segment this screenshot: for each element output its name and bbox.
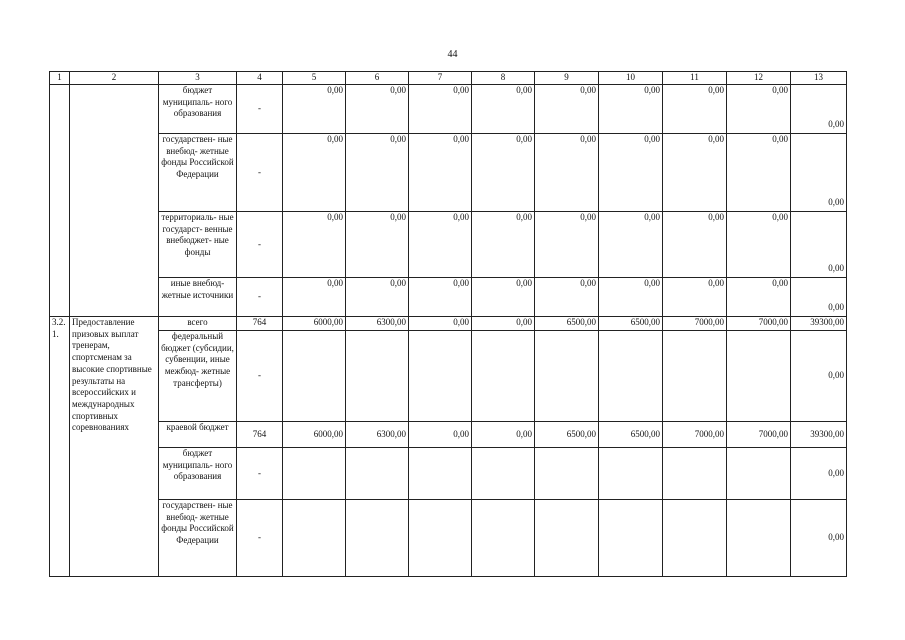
kbk-cell: - [237,500,283,577]
value-cell: 6300,00 [346,317,409,331]
kbk-cell: 764 [237,317,283,331]
value-cell [663,448,727,500]
value-cell [472,448,535,500]
value-cell: 0,00 [663,278,727,317]
table-row [50,134,847,212]
value-cell: 0,00 [409,85,472,134]
value-cell: 0,00 [472,212,535,278]
value-cell: 0,00 [472,134,535,212]
column-number: 12 [727,72,791,85]
total-cell: 0,00 [791,212,847,278]
table-row [50,85,847,134]
column-number: 8 [472,72,535,85]
kbk-cell: - [237,85,283,134]
value-cell: 0,00 [535,134,599,212]
funding-source: государствен- ные внебюд- жетные фонды Российской Федерации [159,134,237,212]
kbk-cell: - [237,278,283,317]
funding-source: краевой бюджет [159,422,237,448]
value-cell [663,500,727,577]
total-cell: 0,00 [791,278,847,317]
value-cell [409,448,472,500]
total-cell: 0,00 [791,85,847,134]
column-number: 7 [409,72,472,85]
kbk-cell: 764 [237,422,283,448]
column-number: 4 [237,72,283,85]
value-cell [727,331,791,422]
value-cell: 0,00 [663,85,727,134]
column-number: 6 [346,72,409,85]
value-cell: 0,00 [409,422,472,448]
budget-table [49,71,847,577]
page-number: 44 [447,49,458,60]
value-cell: 0,00 [346,278,409,317]
value-cell: 6000,00 [283,317,346,331]
value-cell: 0,00 [283,85,346,134]
table-row [50,500,847,577]
column-number: 10 [599,72,663,85]
value-cell: 6500,00 [535,317,599,331]
kbk-cell: - [237,134,283,212]
value-cell: 0,00 [409,134,472,212]
name-cell [70,85,159,317]
kbk-cell: - [237,212,283,278]
value-cell [599,500,663,577]
column-number: 3 [159,72,237,85]
value-cell: 6500,00 [599,317,663,331]
value-cell: 0,00 [346,85,409,134]
column-number: 9 [535,72,599,85]
value-cell: 0,00 [535,278,599,317]
value-cell [599,448,663,500]
funding-source: федеральный бюджет (субсидии, субвенции, иные межбюд- жетные трансферты) [159,331,237,422]
column-number: 13 [791,72,847,85]
value-cell [409,500,472,577]
value-cell: 0,00 [663,134,727,212]
funding-source: бюджет муниципаль- ного образования [159,85,237,134]
table-row [50,278,847,317]
value-cell: 0,00 [727,278,791,317]
table-row [50,422,847,448]
value-cell: 0,00 [599,212,663,278]
value-cell: 0,00 [472,85,535,134]
value-cell [663,331,727,422]
value-cell: 7000,00 [663,422,727,448]
value-cell: 0,00 [409,278,472,317]
value-cell [346,331,409,422]
value-cell: 0,00 [346,212,409,278]
value-cell: 0,00 [535,85,599,134]
value-cell: 0,00 [283,278,346,317]
value-cell: 0,00 [346,134,409,212]
value-cell: 0,00 [535,212,599,278]
value-cell [535,500,599,577]
value-cell: 0,00 [472,317,535,331]
total-cell: 39300,00 [791,317,847,331]
value-cell [727,500,791,577]
table-row [50,317,847,331]
value-cell [283,448,346,500]
value-cell [535,331,599,422]
value-cell: 0,00 [409,317,472,331]
measure-code: 3.2. 1. [50,317,70,577]
value-cell [346,500,409,577]
total-cell: 0,00 [791,500,847,577]
kbk-cell: - [237,331,283,422]
measure-name: Предоставление призовых выплат тренерам, спортсменам за высокие спортивные результаты на всероссийских и международных спортивных соревнованиях [70,317,159,577]
value-cell [283,331,346,422]
value-cell: 0,00 [663,212,727,278]
value-cell [727,448,791,500]
value-cell: 7000,00 [663,317,727,331]
value-cell: 0,00 [599,134,663,212]
funding-source: иные внебюд- жетные источники [159,278,237,317]
value-cell: 0,00 [727,212,791,278]
value-cell: 0,00 [283,134,346,212]
value-cell: 0,00 [409,212,472,278]
value-cell [409,331,472,422]
value-cell: 0,00 [283,212,346,278]
value-cell: 0,00 [472,422,535,448]
value-cell: 0,00 [727,85,791,134]
value-cell: 6000,00 [283,422,346,448]
value-cell [472,331,535,422]
value-cell [283,500,346,577]
value-cell [472,500,535,577]
funding-source: всего [159,317,237,331]
column-number: 2 [70,72,159,85]
table-row [50,212,847,278]
total-cell: 39300,00 [791,422,847,448]
value-cell [535,448,599,500]
code-cell [50,85,70,317]
column-number-row [50,72,847,85]
table-row [50,331,847,422]
funding-source: территориаль- ные государст- венные внебюджет- ные фонды [159,212,237,278]
total-cell: 0,00 [791,331,847,422]
value-cell: 6500,00 [535,422,599,448]
value-cell: 0,00 [599,278,663,317]
value-cell: 6300,00 [346,422,409,448]
value-cell: 7000,00 [727,317,791,331]
value-cell: 7000,00 [727,422,791,448]
funding-source: государствен- ные внебюд- жетные фонды Российской Федерации [159,500,237,577]
value-cell: 6500,00 [599,422,663,448]
table-row [50,448,847,500]
funding-source: бюджет муниципаль- ного образования [159,448,237,500]
total-cell: 0,00 [791,134,847,212]
column-number: 5 [283,72,346,85]
value-cell: 0,00 [472,278,535,317]
column-number: 1 [50,72,70,85]
kbk-cell: - [237,448,283,500]
column-number: 11 [663,72,727,85]
total-cell: 0,00 [791,448,847,500]
value-cell: 0,00 [727,134,791,212]
value-cell [346,448,409,500]
value-cell: 0,00 [599,85,663,134]
value-cell [599,331,663,422]
